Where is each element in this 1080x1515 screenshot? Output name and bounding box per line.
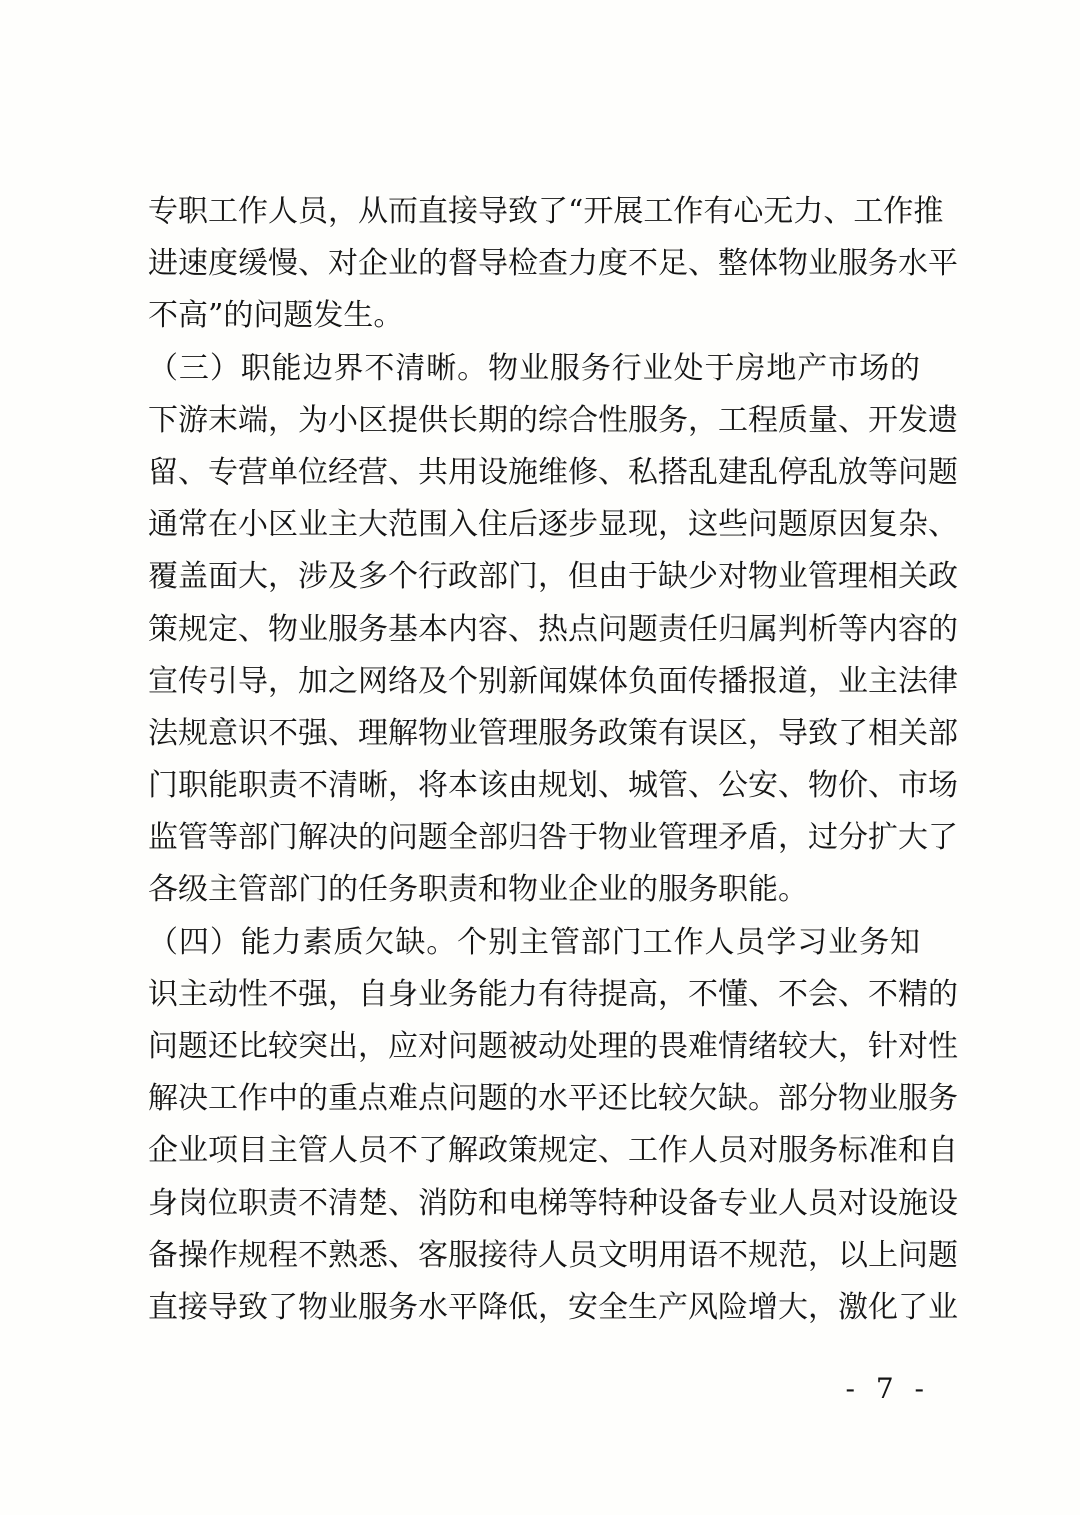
text-line: 备操作规程不熟悉、客服接待人员文明用语不规范，以上问题 (148, 1237, 958, 1273)
text-line: 直接导致了物业服务水平降低，安全生产风险增大，激化了业 (148, 1289, 958, 1325)
text-line: 问题还比较突出，应对问题被动处理的畏难情绪较大，针对性 (148, 1029, 958, 1064)
page-number: - 7 - (845, 1372, 930, 1405)
text-line: 宣传引导，加之网络及个别新闻媒体负面传播报道，业主法律 (148, 663, 958, 699)
body-text (148, 186, 958, 1334)
text-line: 进速度缓慢、对企业的督导检查力度不足、整体物业服务水平 (148, 246, 958, 282)
section-heading-line: （三）职能边界不清晰。物业服务行业处于房地产市场的 (148, 350, 920, 386)
section-heading-line: （四）能力素质欠缺。个别主管部门工作人员学习业务知 (148, 924, 920, 960)
text-line: 门职能职责不清晰，将本该由规划、城管、公安、物价、市场 (148, 768, 958, 804)
text-line: 身岗位职责不清楚、消防和电梯等特种设备专业人员对设施设 (148, 1185, 958, 1221)
text-line: 不高”的问题发生。 (148, 298, 404, 334)
text-line: 识主动性不强，自身业务能力有待提高，不懂、不会、不精的 (148, 976, 958, 1012)
text-line: 覆盖面大，涉及多个行政部门，但由于缺少对物业管理相关政 (148, 559, 958, 595)
text-line: 策规定、物业服务基本内容、热点问题责任归属判析等内容的 (148, 611, 958, 647)
text-line: 各级主管部门的任务职责和物业企业的服务职能。 (148, 872, 808, 908)
text-line: 法规意识不强、理解物业管理服务政策有误区，导致了相关部 (148, 715, 958, 751)
text-line: 下游末端，为小区提供长期的综合性服务，工程质量、开发遗 (148, 402, 958, 438)
text-line: 企业项目主管人员不了解政策规定、工作人员对服务标准和自 (148, 1133, 958, 1169)
text-line: 解决工作中的重点难点问题的水平还比较欠缺。部分物业服务 (148, 1081, 958, 1117)
text-line: 通常在小区业主大范围入住后逐步显现，这些问题原因复杂、 (148, 507, 958, 543)
text-line: 监管等部门解决的问题全部归咎于物业管理矛盾，过分扩大了 (148, 820, 958, 856)
text-line: 专职工作人员，从而直接导致了“开展工作有心无力、工作推 (148, 194, 944, 229)
text-line: 留、专营单位经营、共用设施维修、私搭乱建乱停乱放等问题 (148, 454, 958, 490)
